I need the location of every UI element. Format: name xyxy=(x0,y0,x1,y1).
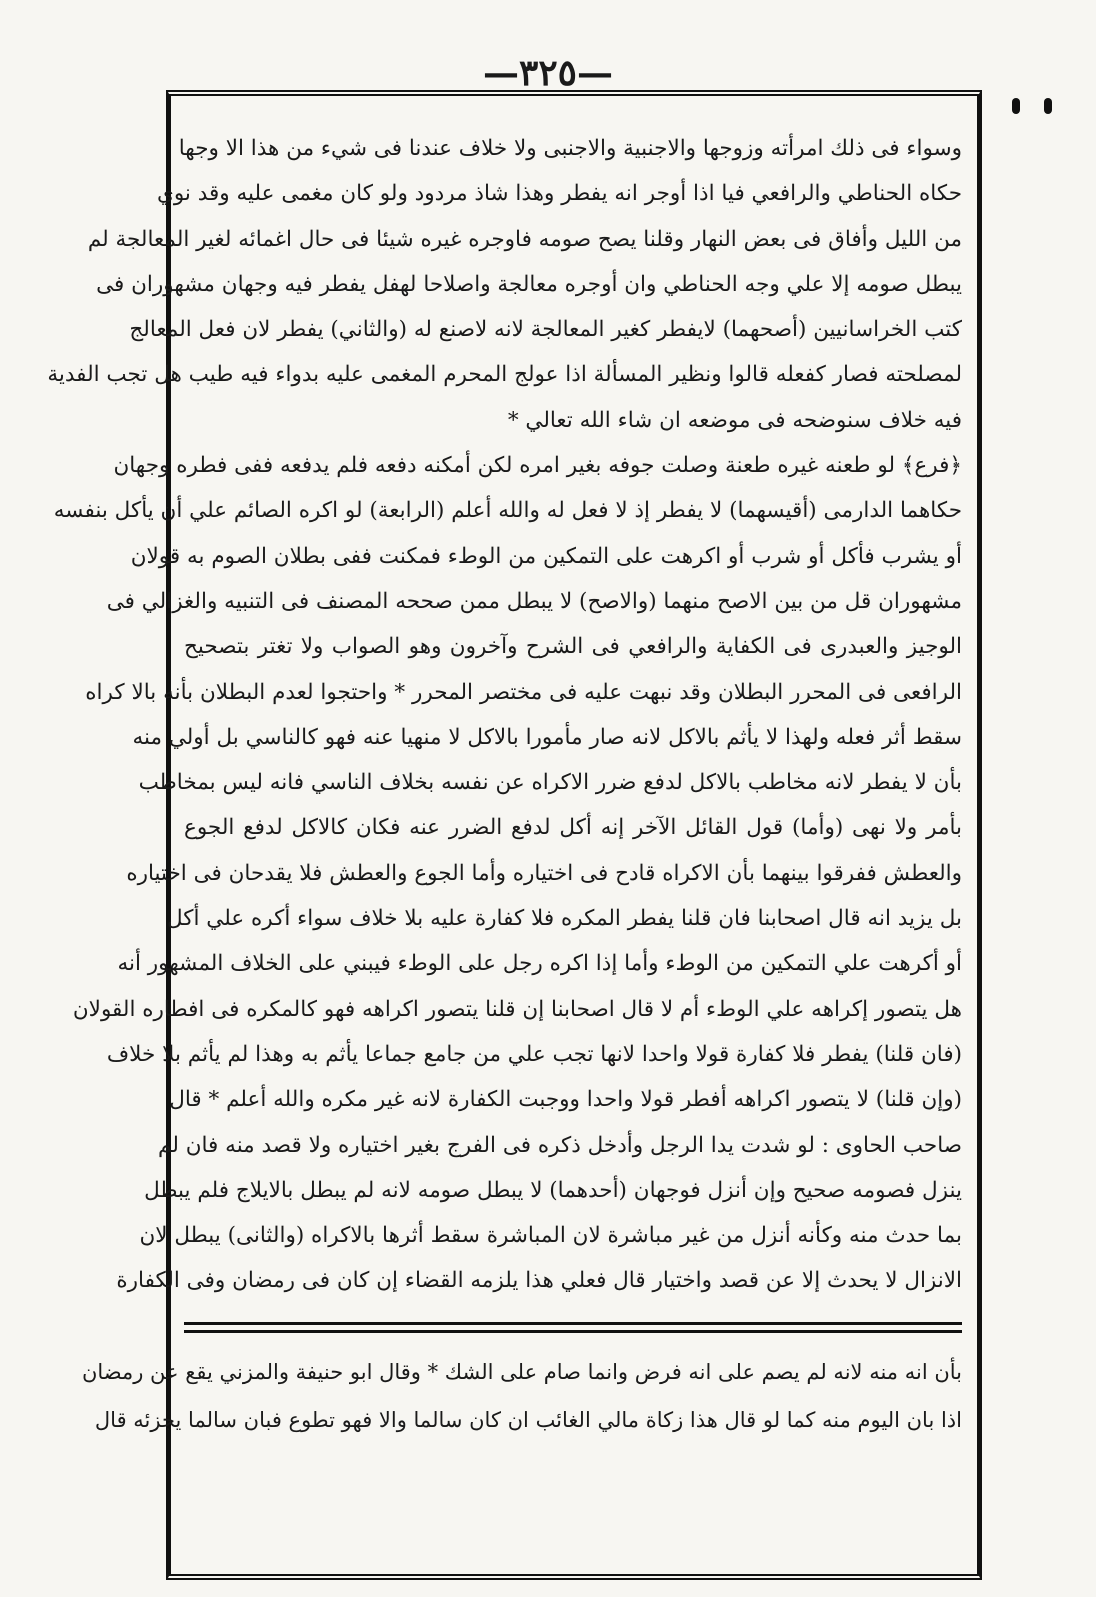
text-line: كتب الخراسانيين (أصحهما) لايفطر كغير المعالجة لانه لاصنع له (والثاني) يفطر لان فعل المعالج xyxy=(129,317,962,343)
text-line: والعطش ففرقوا بينهما بأن الاكراه قادح فى اختياره وأما الجوع والعطش فلا يقدحان فى اختياره xyxy=(126,860,962,886)
footnote-line: اذا بان اليوم منه كما لو قال هذا زكاة مالي الغائب ان كان سالما والا فهو تطوع فبان سالما يجزئه قال xyxy=(94,1408,962,1432)
text-line: (وإن قلنا) لا يتصور اكراهه أفطر قولا واحدا ووجبت الكفارة لانه غير مكره والله أعلم * قال xyxy=(169,1087,962,1113)
text-line: وسواء فى ذلك امرأته وزوجها والاجنبية والاجنبى ولا خلاف عندنا فى شيء من هذا الا وجها xyxy=(178,136,962,161)
text-line: حكاهما الدارمى (أقيسهما) لا يفطر إذ لا فعل له والله أعلم (الرابعة) لو اكره الصائم علي أن يأكل بنفسه xyxy=(53,498,962,524)
text-line: يبطل صومه إلا علي وجه الحناطي وان أوجره معالجة واصلاحا لهفل يفطر فيه وجهان مشهوران فى xyxy=(96,271,962,297)
text-line: أو أكرهت علي التمكين من الوطء وأما إذا اكره رجل على الوطء فيبني على الخلاف المشهور أنه xyxy=(117,951,962,977)
text-line: من الليل وأفاق فى بعض النهار وقلنا يصح صومه فاوجره غيره شيئا فى حال اغمائه لغير المعالجة لم xyxy=(87,226,962,252)
text-line: سقط أثر فعله ولهذا لا يأثم بالاكل لانه صار مأمورا بالاكل لا منهيا عنه فهو كالناسي بل أولي منه xyxy=(132,724,962,750)
text-line: بأن لا يفطر لانه مخاطب بالاكل لدفع ضرر الاكراه عن نفسه بخلاف الناسي فانه ليس بمخاطب xyxy=(138,770,962,796)
margin-mark xyxy=(1044,98,1052,114)
text-line: حكاه الحناطي والرافعي فيا اذا أوجر انه يفطر وهذا شاذ مردود ولو كان مغمى عليه وقد نوي xyxy=(156,181,962,207)
text-line: بأمر ولا نهى (وأما) قول القائل الآخر إنه أكل لدفع الضرر عنه فكان كالاكل لدفع الجوع xyxy=(184,815,962,841)
footnote-separator xyxy=(184,1330,962,1333)
text-line: صاحب الحاوى : لو شدت يدا الرجل وأدخل ذكره فى الفرج بغير اختياره ولا قصد منه فان لم xyxy=(158,1132,962,1158)
main-text xyxy=(47,126,962,1304)
text-line: بما حدث منه وكأنه أنزل من غير مباشرة لان المباشرة سقط أثرها بالاكراه (والثانى) يبطل لان xyxy=(139,1223,962,1249)
text-line: (فان قلنا) يفطر فلا كفارة قولا واحدا لانها تجب علي من جامع جماعا يأثم به وهذا لم يأثم بلا خلاف xyxy=(106,1041,962,1067)
text-line: الانزال لا يحدث إلا عن قصد واختيار قال فعلي هذا يلزمه القضاء إن كان فى رمضان وفى الكفارة xyxy=(116,1268,962,1294)
text-line: بل يزيد انه قال اصحابنا فان قلنا يفطر المكره فلا كفارة عليه بلا خلاف سواء أكره علي أكل xyxy=(166,906,962,932)
footnote xyxy=(81,1348,962,1444)
text-line: أو يشرب فأكل أو شرب أو اكرهت على التمكين من الوطء فمكنت ففى بطلان الصوم به قولان xyxy=(130,543,962,569)
text-line: هل يتصور إكراهه علي الوطء أم لا قال اصحابنا إن قلنا يتصور اكراهه فهو كالمكره فى افطاره القولان xyxy=(72,996,962,1022)
footnote-line: بأن انه منه لانه لم يصم على انه فرض وانما صام على الشك * وقال ابو حنيفة والمزني يقع عن رمضان xyxy=(81,1360,962,1384)
footnote-separator xyxy=(184,1322,962,1325)
text-line: الرافعى فى المحرر البطلان وقد نبهت عليه فى مختصر المحرر * واحتجوا لعدم البطلان بأنه بالا كراه xyxy=(85,679,962,705)
text-line: ينزل فصومه صحيح وإن أنزل فوجهان (أحدهما) لا يبطل صومه لانه لم يبطل بالايلاج فلم يبطل xyxy=(144,1177,962,1203)
text-line: فيه خلاف سنوضحه فى موضعه ان شاء الله تعالي * xyxy=(507,407,962,433)
margin-mark xyxy=(1012,98,1020,114)
page-number: —٣٢٥— xyxy=(482,52,613,94)
text-line: مشهوران قل من بين الاصح منهما (والاصح) لا يبطل ممن صححه المصنف فى التنبيه والغزالي فى xyxy=(106,588,962,614)
text-line: لمصلحته فصار كفعله قالوا ونظير المسألة اذا عولج المحرم المغمى عليه بدواء فيه طيب هل تجب الفدية xyxy=(47,362,962,388)
text-line: الوجيز والعبدرى فى الكفاية والرافعي فى الشرح وآخرون وهو الصواب ولا تغتر بتصحيح xyxy=(184,634,962,660)
text-line: ﴿فرع﴾ لو طعنه غيره طعنة وصلت جوفه بغير امره لكن أمكنه دفعه فلم يدفعه ففى فطره وجهان xyxy=(113,453,962,479)
